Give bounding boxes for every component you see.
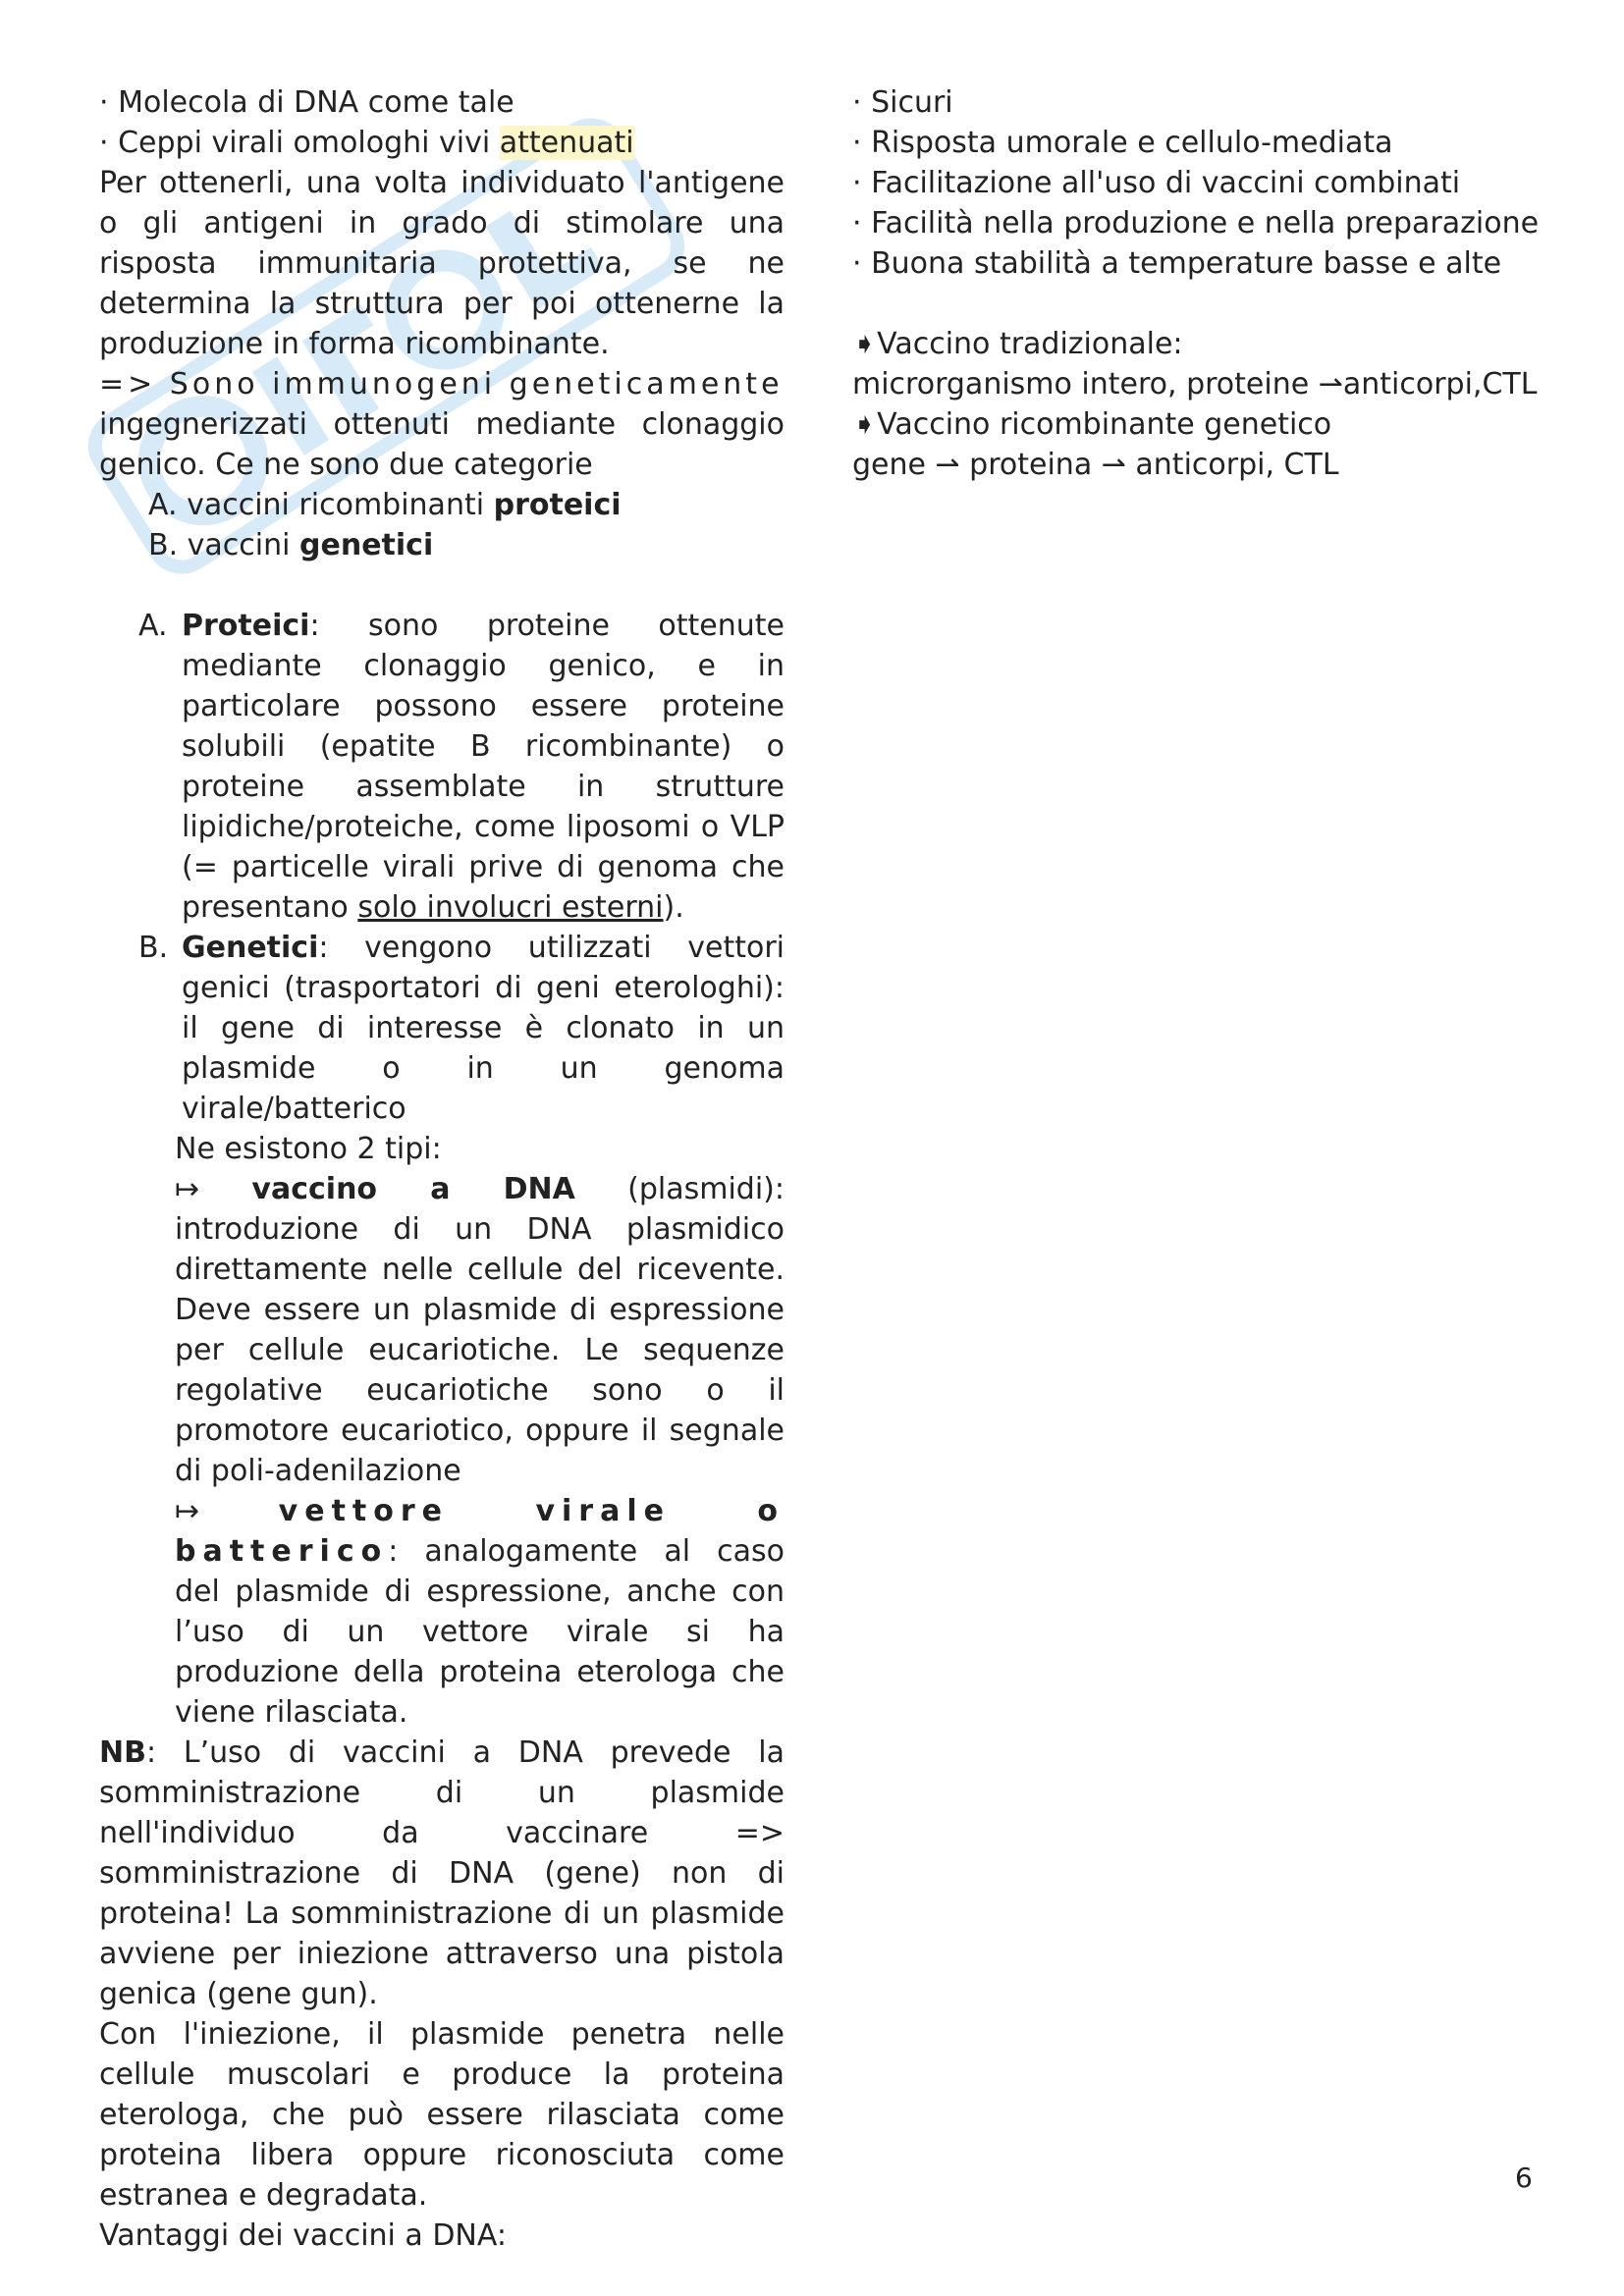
item-genetici: B. Genetici: vengono utilizzati vettori genici (trasportatori di geni eterologhi): il gene di interesse è clonato in un plasmide o in un genoma virale/batterico (138, 931, 785, 1126)
left-column (99, 82, 785, 2256)
traditional-vaccine-title: ➧Vaccino tradizionale: (852, 327, 1183, 361)
traditional-vaccine-text: microrganismo intero, proteine ⇀anticorpi,CTL (852, 367, 1538, 401)
advantage-safe: · Sicuri (852, 82, 1540, 123)
category-a: A. vaccini ricombinanti proteici (148, 488, 622, 522)
advantage-production: · Facilità nella produzione e nella preparazione (852, 203, 1540, 243)
bullet-attenuated-strains: · Ceppi virali omologhi vivi attenuati (99, 123, 785, 163)
recombinant-vaccine-title: ➧Vaccino ricombinante genetico (852, 407, 1332, 442)
underline-involucri: solo involucri esterni (357, 890, 664, 925)
page-number: 6 (1515, 2162, 1533, 2194)
paragraph-nb: NB: L’uso di vaccini a DNA prevede la somministrazione di un plasmide nell'individuo da vaccinare => somministrazione di DNA (gene) non di proteina! La somministrazione di un plasmide avviene per iniezione attraverso una pistola genica (gene gun). (99, 1735, 785, 2011)
advantage-combined: · Facilitazione all'uso di vaccini combinati (852, 163, 1540, 203)
item-proteici: A. Proteici: sono proteine ottenute mediante clonaggio genico, e in particolare possono essere proteine solubili (epatite B ricombinante) o proteine assemblate in strutture lipidiche/proteiche, come liposomi o VLP (= particelle virali prive di genoma che presentano solo involucri esterni). (138, 609, 785, 925)
maps-to-arrow-icon: ↦ (175, 1172, 252, 1206)
maps-to-arrow-icon: ↦ (175, 1494, 279, 1528)
type-viral-vector: ↦ vettore virale o batterico: analogamente al caso del plasmide di espressione, anche con l’uso di un vettore virale si ha produzione della proteina eterologa che viene rilasciata. (175, 1494, 785, 1730)
right-column (852, 82, 1540, 485)
bullet-dna-molecule: · Molecola di DNA come tale (99, 82, 785, 123)
types-intro: Ne esistono 2 tipi: (175, 1132, 442, 1166)
paragraph-advantages-heading: Vantaggi dei vaccini a DNA: (99, 2218, 507, 2253)
advantage-stability: · Buona stabilità a temperature basse e alte (852, 243, 1540, 284)
paragraph-injection: Con l'iniezione, il plasmide penetra nelle cellule muscolari e produce la proteina eterologa, che può essere rilasciata come proteina libera oppure riconosciuta come estranea e degradata. (99, 2017, 785, 2213)
advantage-response: · Risposta umorale e cellulo-mediata (852, 123, 1540, 163)
category-b: B. vaccini genetici (148, 528, 434, 562)
type-dna-vaccine: ↦ vaccino a DNA (plasmidi): introduzione di un DNA plasmidico direttamente nelle cellule del ricevente. Deve essere un plasmide di espressione per cellule eucariotiche. Le sequenze regolative eucariotiche sono o il promotore eucariotico, oppure il segnale di poli-adenilazione (175, 1172, 785, 1488)
recombinant-vaccine-text: gene ⇀ proteina ⇀ anticorpi, CTL (852, 448, 1339, 482)
highlight-attenuati: attenuati (499, 126, 634, 160)
paragraph-immunogens: ingegnerizzati ottenuti mediante clonaggio genico. Ce ne sono due categorie (99, 407, 785, 482)
paragraph-intro: Per ottenerli, una volta individuato l'antigene o gli antigeni in grado di stimolare una risposta immunitaria protettiva, se ne determina la struttura per poi ottenerne la produzione in forma ricombinante. (99, 166, 785, 361)
paragraph-immunogens-line: => Sono immunogeni geneticamente (99, 367, 784, 401)
